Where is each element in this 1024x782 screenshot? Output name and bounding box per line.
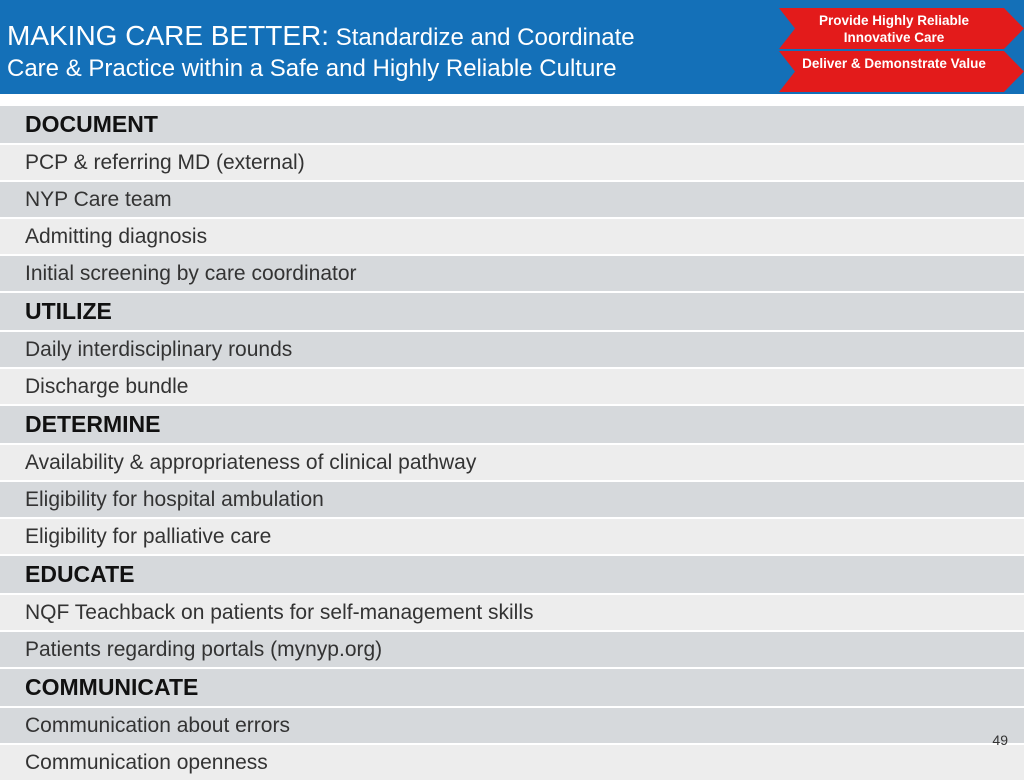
page-number: 49 bbox=[992, 732, 1008, 748]
list-item: Eligibility for palliative care bbox=[0, 519, 1024, 556]
list-item: Availability & appropriateness of clinical pathway bbox=[0, 445, 1024, 482]
list-item: NQF Teachback on patients for self-management skills bbox=[0, 595, 1024, 632]
list-item: Patients regarding portals (mynyp.org) bbox=[0, 632, 1024, 669]
list-item: PCP & referring MD (external) bbox=[0, 145, 1024, 182]
title-lead: MAKING CARE BETTER: bbox=[7, 20, 330, 51]
slide-title bbox=[7, 20, 635, 84]
section-heading: EDUCATE bbox=[0, 556, 1024, 595]
badge-group bbox=[779, 8, 1024, 94]
title-line2: Care & Practice within a Safe and Highly Reliable Culture bbox=[7, 55, 617, 82]
title-line1-rest: Standardize and Coordinate bbox=[335, 24, 635, 51]
list-item: Daily interdisciplinary rounds bbox=[0, 332, 1024, 369]
slide-header bbox=[0, 0, 1024, 94]
list-item: Initial screening by care coordinator bbox=[0, 256, 1024, 293]
list-item: Communication openness bbox=[0, 745, 1024, 782]
list-item: Communication about errors bbox=[0, 708, 1024, 745]
checklist-table bbox=[0, 106, 1024, 782]
badge-reliable-care bbox=[779, 8, 1019, 49]
badge-label: Deliver & Demonstrate Value bbox=[802, 56, 986, 71]
section-heading: DETERMINE bbox=[0, 406, 1024, 445]
section-heading: UTILIZE bbox=[0, 293, 1024, 332]
list-item: NYP Care team bbox=[0, 182, 1024, 219]
section-heading: COMMUNICATE bbox=[0, 669, 1024, 708]
list-item: Eligibility for hospital ambulation bbox=[0, 482, 1024, 519]
list-item: Admitting diagnosis bbox=[0, 219, 1024, 256]
badge-deliver-value bbox=[779, 51, 1019, 92]
badge-label: Provide Highly Reliable Innovative Care bbox=[818, 13, 970, 45]
section-heading: DOCUMENT bbox=[0, 106, 1024, 145]
list-item: Discharge bundle bbox=[0, 369, 1024, 406]
